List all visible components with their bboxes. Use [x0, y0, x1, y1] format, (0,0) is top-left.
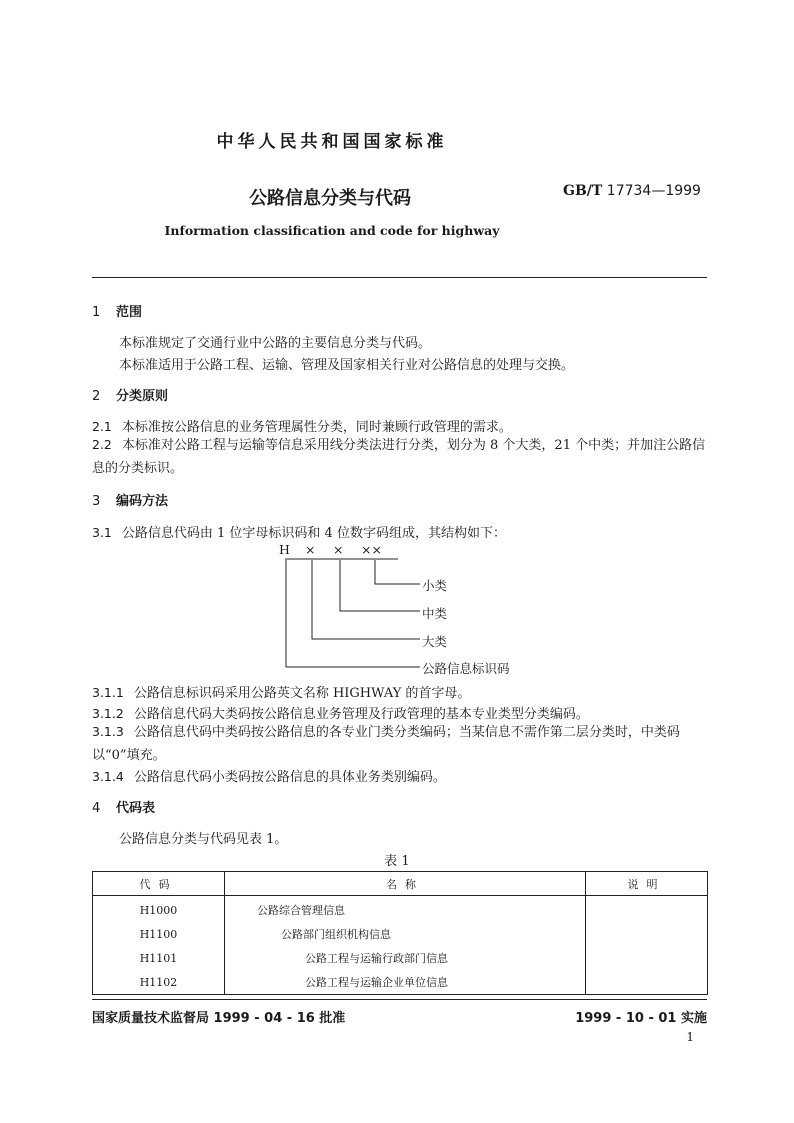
section-title: 分类原则	[116, 389, 169, 404]
clause-number: 3.1.1	[92, 685, 124, 700]
diagram-label-id: 公路信息标识码	[422, 661, 510, 676]
table-row	[93, 946, 708, 970]
cell-name: 公路工程与运输行政部门信息	[225, 946, 586, 970]
gov-title: 中华人民共和国国家标准	[216, 132, 448, 152]
diagram-code-h: H	[279, 542, 290, 557]
section-title: 编码方法	[116, 494, 169, 509]
footer-divider	[92, 999, 707, 1000]
table-row	[93, 922, 708, 946]
diagram-connector-id	[286, 560, 420, 667]
diagram-code-big: ×	[305, 542, 316, 557]
scope-paragraph-1: 本标准规定了交通行业中公路的主要信息分类与代码。	[119, 336, 432, 351]
cell-code: H1100	[93, 922, 225, 946]
diagram-label-big: 大类	[422, 634, 448, 649]
approval-note: 国家质量技术监督局 1999 - 04 - 16 批准	[92, 1011, 346, 1026]
clause-text: 本标准按公路信息的业务管理属性分类，同时兼顾行政管理的需求。	[121, 420, 512, 435]
clause-number: 3.1.4	[92, 769, 124, 784]
section-4-heading	[92, 797, 155, 816]
section-number: 3	[92, 494, 101, 509]
column-header-code: 代码	[93, 872, 225, 896]
clause-text: 本标准对公路工程与运输等信息采用线分类法进行分类，划分为 8 个大类，21 个中类；并加注公路信息的分类标识。	[92, 438, 706, 476]
table-caption: 表 1	[384, 854, 410, 869]
cell-note	[586, 970, 708, 995]
diagram-label-mid: 中类	[422, 606, 448, 621]
clause-number: 2.2	[92, 437, 112, 452]
clause-number: 3.1	[92, 525, 112, 540]
standard-title: 公路信息分类与代码	[249, 188, 411, 209]
cell-code: H1102	[93, 970, 225, 995]
cell-code: H1000	[93, 896, 225, 923]
diagram-connector-mid	[340, 560, 420, 611]
clause-text: 公路信息代码小类码按公路信息的具体业务类别编码。	[133, 770, 446, 785]
scope-paragraph-2: 本标准适用于公路工程、运输、管理及国家相关行业对公路信息的处理与交换。	[119, 358, 575, 373]
table-intro: 公路信息分类与代码见表 1。	[119, 832, 288, 847]
cell-code: H1101	[93, 946, 225, 970]
standard-code-number: 17734—1999	[606, 183, 701, 199]
clause-number: 3.1.2	[92, 706, 124, 721]
english-title: Information classification and code for highway	[164, 223, 500, 238]
clause-text: 公路信息标识码采用公路英文名称 HIGHWAY 的首字母。	[133, 686, 471, 701]
section-title: 范围	[116, 305, 143, 320]
code-table	[92, 871, 708, 995]
cell-note	[586, 946, 708, 970]
cell-name: 公路部门组织机构信息	[225, 922, 586, 946]
standard-code-prefix: GB/T	[563, 183, 603, 199]
clause-number: 3.1.3	[92, 724, 124, 739]
cell-note	[586, 922, 708, 946]
section-title: 代码表	[116, 801, 156, 816]
cell-name: 公路工程与运输企业单位信息	[225, 970, 586, 995]
clause-3-1-1	[92, 682, 470, 701]
clause-text: 公路信息代码由 1 位字母标识码和 4 位数字码组成，其结构如下：	[121, 526, 506, 541]
section-number: 2	[92, 389, 101, 404]
diagram-code-small: ××	[361, 542, 382, 557]
diagram-connector-big	[312, 560, 420, 639]
table-row	[93, 896, 708, 923]
section-number: 1	[92, 305, 101, 320]
cell-name: 公路综合管理信息	[225, 896, 586, 923]
diagram-label-small: 小类	[422, 578, 448, 593]
clause-text: 公路信息代码大类码按公路信息业务管理及行政管理的基本专业类型分类编码。	[133, 707, 589, 722]
diagram-code-mid: ×	[333, 542, 344, 557]
column-header-note: 说明	[586, 872, 708, 896]
page-number: 1	[686, 1030, 694, 1044]
effective-date: 1999 - 10 - 01 实施	[575, 1011, 707, 1026]
cell-note	[586, 896, 708, 923]
clause-text: 公路信息代码中类码按公路信息的各专业门类分类编码；当某信息不需作第二层分类时，中类码以“0”填充。	[92, 725, 680, 763]
column-header-name: 名称	[225, 872, 586, 896]
clause-3-1-3	[92, 720, 707, 767]
diagram-connector-small	[375, 560, 420, 584]
clause-3-1-4	[92, 766, 446, 785]
table-header-row	[93, 872, 708, 896]
section-number: 4	[92, 801, 101, 816]
table-row	[93, 970, 708, 995]
clause-number: 2.1	[92, 419, 112, 434]
